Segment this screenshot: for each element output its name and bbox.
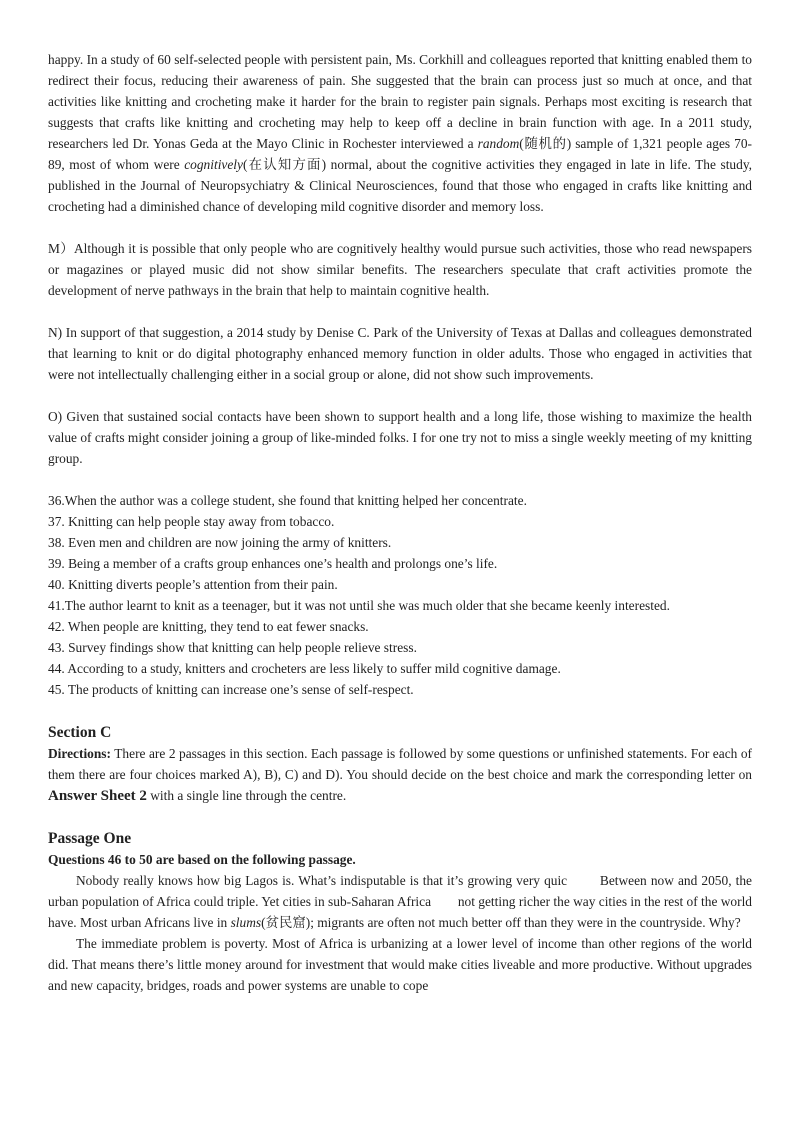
passage-one-title: Passage One xyxy=(48,830,132,847)
question-38: 38. Even men and children are now joining the army of knitters. xyxy=(48,535,392,550)
question-39: 39. Being a member of a crafts group enhances one’s health and prolongs one’s life. xyxy=(48,556,498,571)
paragraph-l xyxy=(48,49,752,217)
paragraph-l-text-1: happy. In a study of 60 self-selected people with persistent pain, Ms. Corkhill and colleagues reported that knitting enabled them to redirect their focus, reducing their awareness of pain. She suggested that the brain can process just so much at once, and that activities like knitting and crocheting make it harder for the brain to register pain signals. Perhaps most exciting is research that suggests that crafts like knitting and crocheting may help to keep off a decline in brain function with age. In a 2011 study, researchers led Dr. Yonas Geda at the Mayo Clinic in Rochester interviewed a xyxy=(48,52,752,151)
directions-text-2: with a single line through the centre. xyxy=(146,788,347,803)
paragraph-l-text-3: (在认知方面) normal, about the cognitive activities they engaged in late in life. The study, published in the Journal of Neuropsychiatry & Clinical Neurosciences, found that those who engaged in crafts like knitting and crocheting had a diminished chance of developing mild cognitive disorder and memory loss. xyxy=(48,157,752,214)
question-37: 37. Knitting can help people stay away from tobacco. xyxy=(48,514,335,529)
answer-sheet-label: Answer Sheet 2 xyxy=(48,788,147,804)
directions-text-1: There are 2 passages in this section. Each passage is followed by some questions or unfinished statements. For each of them there are four choices marked A), B), C) and D). You should decide on the best choice and mark the corresponding letter on xyxy=(48,746,752,782)
question-43: 43. Survey findings show that knitting can help people relieve stress. xyxy=(48,640,417,655)
passage-one-paragraph-2: The immediate problem is poverty. Most of Africa is urbanizing at a lower level of income than other regions of the world did. That means there’s little money around for investment that would make cities liveable and more productive. Without upgrades and new capacity, bridges, roads and power systems are unable to cope xyxy=(48,936,752,993)
question-36: 36.When the author was a college student, she found that knitting helped her concentrate. xyxy=(48,493,527,508)
question-41: 41.The author learnt to knit as a teenager, but it was not until she was much older that she became keenly interested. xyxy=(48,598,670,613)
paragraph-m: M）Although it is possible that only people who are cognitively healthy would pursue such activities, those who read newspapers or magazines or played music did not show similar benefits. The researchers speculate that craft activities promote the development of nerve pathways in the brain that help to maintain cognitive health. xyxy=(48,241,752,298)
directions-label: Directions: xyxy=(48,746,111,761)
paragraph-n: N) In support of that suggestion, a 2014 study by Denise C. Park of the University of Texas at Dallas and colleagues demonstrated that learning to knit or do digital photography enhanced memory function in older adults. Those who engaged in activities that were not intellectually challenging either in a social group or alone, did not show such improvements. xyxy=(48,325,752,382)
section-c-title: Section C xyxy=(48,724,112,741)
paragraph-l-text-2: (随机的) sample of 1,321 people ages 70-89, most of whom were xyxy=(48,136,752,172)
passage-one-paragraph-1 xyxy=(48,870,756,933)
question-45: 45. The products of knitting can increase one’s sense of self-respect. xyxy=(48,682,414,697)
paragraph-o: O) Given that sustained social contacts have been shown to support health and a long life, those wishing to maximize the health value of crafts might consider joining a group of like-minded folks. I for one try not to miss a single weekly meeting of my knitting group. xyxy=(48,409,752,466)
term-random: random xyxy=(477,136,520,151)
passage-one-p1-text-a: Nobody really knows how big Lagos is. What’s indisputable is that it’s growing very quic Between now and 2050, the urban population of Africa could triple. Yet cities in sub-Saharan Africa not getting richer the way cities in the rest of the world have. Most urban Africans live in xyxy=(48,873,756,930)
question-list xyxy=(48,490,752,700)
passage-one-note: Questions 46 to 50 are based on the following passage. xyxy=(48,852,356,867)
section-c-directions xyxy=(48,743,752,807)
question-40: 40. Knitting diverts people’s attention from their pain. xyxy=(48,577,338,592)
term-cognitively: cognitively xyxy=(184,157,243,172)
term-slums: slums xyxy=(230,915,262,930)
question-44: 44. According to a study, knitters and crocheters are less likely to suffer mild cognitive damage. xyxy=(48,661,561,676)
question-42: 42. When people are knitting, they tend to eat fewer snacks. xyxy=(48,619,369,634)
passage-one-p1-text-b: (贫民窟); migrants are often not much better off than they were in the countryside. Why? xyxy=(261,915,741,930)
